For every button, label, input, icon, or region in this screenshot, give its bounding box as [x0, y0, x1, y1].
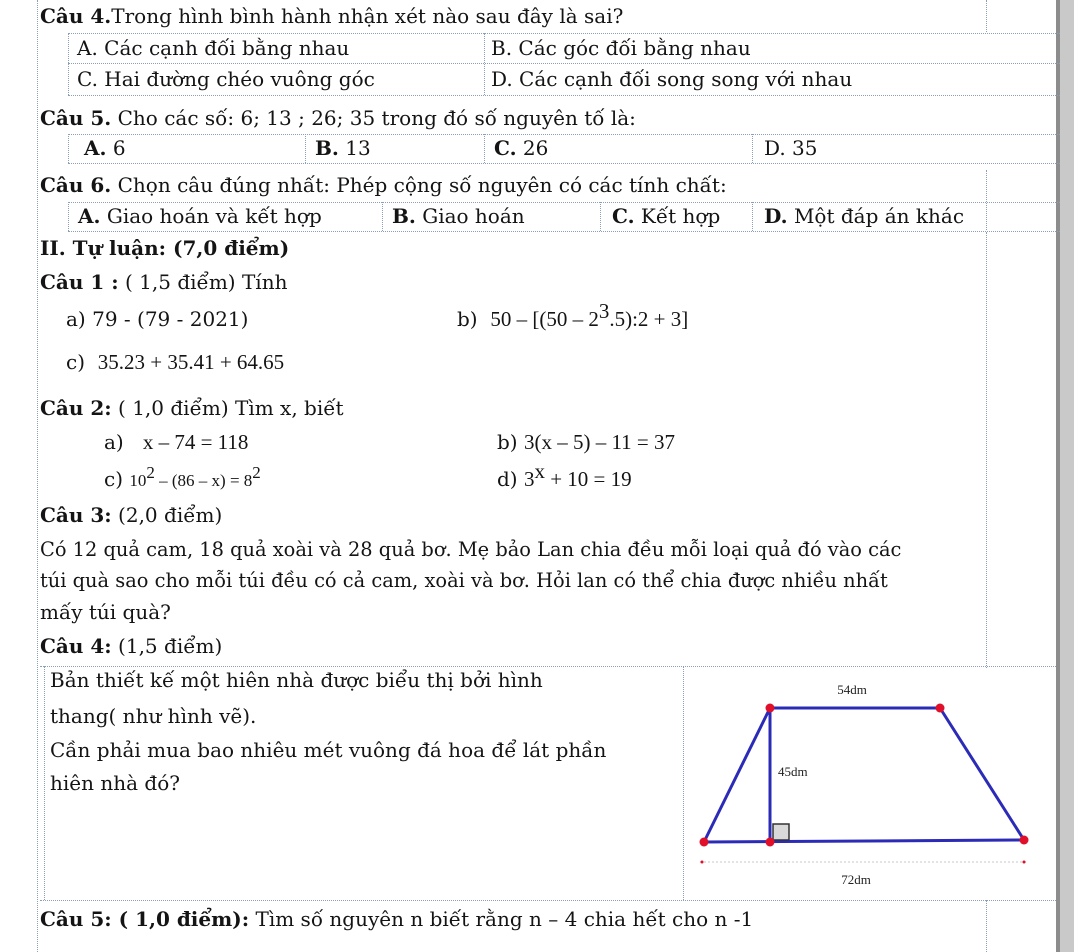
exercise-3-line: túi quà sao cho mỗi túi đều có cả cam, xoài và bơ. Hỏi lan có thể chia được nhiều nhất	[40, 569, 888, 592]
section-heading: II. Tự luận: (7,0 điểm)	[40, 236, 290, 260]
vertex-point	[936, 704, 945, 713]
option-b: B. Giao hoán	[392, 204, 525, 228]
exercise-1	[40, 270, 287, 294]
question-5	[40, 106, 636, 130]
top-length-label: 54dm	[837, 682, 867, 697]
trapezoid-bottom-edge	[704, 840, 1024, 842]
exercise-4	[40, 634, 222, 658]
option-a: A. Các cạnh đối bằng nhau	[77, 36, 350, 60]
text-boundary-right	[986, 0, 987, 32]
exercise-3	[40, 503, 222, 527]
exercise-3-line: Có 12 quả cam, 18 quả xoài và 28 quả bơ. Mẹ bảo Lan chia đều mỗi loại quả đó vào các	[40, 538, 902, 561]
option-a: A. 6	[84, 136, 126, 160]
option-b: B. 13	[315, 136, 371, 160]
exercise-2a: a) x – 74 = 118	[104, 430, 249, 454]
option-d: D. 35	[764, 136, 818, 160]
bottom-length-label: 72dm	[841, 872, 871, 887]
height-label: 45dm	[778, 764, 808, 779]
exercise-4-line: Bản thiết kế một hiên nhà được biểu thị bởi hình	[50, 668, 543, 692]
exercise-3-line: mấy túi quà?	[40, 600, 171, 624]
vertex-point	[766, 838, 775, 847]
page-margin	[1060, 0, 1074, 952]
exercise-4-text: (1,5 điểm)	[111, 634, 223, 658]
question-4-number: Câu 4.	[40, 4, 112, 28]
exercise-2c: c) $10^2 - (86 - x) = 8^2$	[104, 463, 261, 491]
exercise-1-number: Câu 1 :	[40, 270, 119, 294]
option-d: D. Các cạnh đối song song với nhau	[491, 67, 853, 91]
exercise-1-text: ( 1,5 điểm) Tính	[118, 270, 288, 294]
right-angle-marker	[773, 824, 789, 840]
option-c: C. Hai đường chéo vuông góc	[77, 67, 375, 91]
exercise-1b: b) $50 - [(50 - 2^3.5):2 + 3]$	[457, 299, 689, 331]
question-6-number: Câu 6.	[40, 173, 112, 197]
exercise-4-number: Câu 4:	[40, 634, 112, 658]
exercise-2d: d) $3^x + 10 = 19$	[497, 459, 632, 491]
vertex-point	[766, 704, 775, 713]
option-a: A. Giao hoán và kết hợp	[78, 204, 322, 228]
exercise-3-number: Câu 3:	[40, 503, 112, 527]
question-6	[40, 173, 727, 197]
trapezoid-figure	[686, 666, 1036, 896]
exercise-1a: a) 79 - (79 - 2021)	[66, 307, 249, 331]
trapezoid-right-edge	[940, 708, 1024, 840]
exercise-4-line: hiên nhà đó?	[50, 771, 180, 795]
exercise-2-text: ( 1,0 điểm) Tìm x, biết	[111, 396, 344, 420]
exercise-2	[40, 396, 344, 420]
text-boundary-right	[986, 170, 987, 230]
question-5-number: Câu 5.	[40, 106, 112, 130]
guide-point	[701, 861, 704, 864]
text-boundary-right	[986, 232, 987, 668]
guide-point	[1023, 861, 1026, 864]
question-4-text: Trong hình bình hành nhận xét nào sau đây là sai?	[111, 4, 624, 28]
exercise-3-text: (2,0 điểm)	[111, 503, 223, 527]
exercise-2-number: Câu 2:	[40, 396, 112, 420]
text-boundary-right	[986, 900, 987, 952]
exercise-1c: c) 35.23 + 35.41 + 64.65	[66, 350, 285, 374]
text-boundary-left	[37, 0, 38, 952]
exercise-4-line: thang( như hình vẽ).	[50, 704, 257, 728]
option-b: B. Các góc đối bằng nhau	[491, 36, 751, 60]
exercise-4-line: Cần phải mua bao nhiêu mét vuông đá hoa để lát phần	[50, 738, 607, 762]
exercise-5-number: Câu 5: ( 1,0 điểm):	[40, 907, 250, 931]
exercise-5	[40, 907, 753, 931]
exercise-2b: b) 3(x – 5) – 11 = 37	[497, 430, 676, 454]
vertex-point	[700, 838, 709, 847]
option-d: D. Một đáp án khác	[764, 204, 965, 228]
option-c: C. Kết hợp	[612, 204, 721, 228]
exercise-5-text: Tìm số nguyên n biết rằng n – 4 chia hết cho n -1	[249, 907, 754, 931]
option-c: C. 26	[494, 136, 549, 160]
trapezoid-left-edge	[704, 708, 770, 842]
question-6-text: Chọn câu đúng nhất: Phép cộng số nguyên có các tính chất:	[111, 173, 727, 197]
vertex-point	[1020, 836, 1029, 845]
question-4	[40, 4, 623, 28]
question-5-text: Cho các số: 6; 13 ; 26; 35 trong đó số nguyên tố là:	[111, 106, 636, 130]
